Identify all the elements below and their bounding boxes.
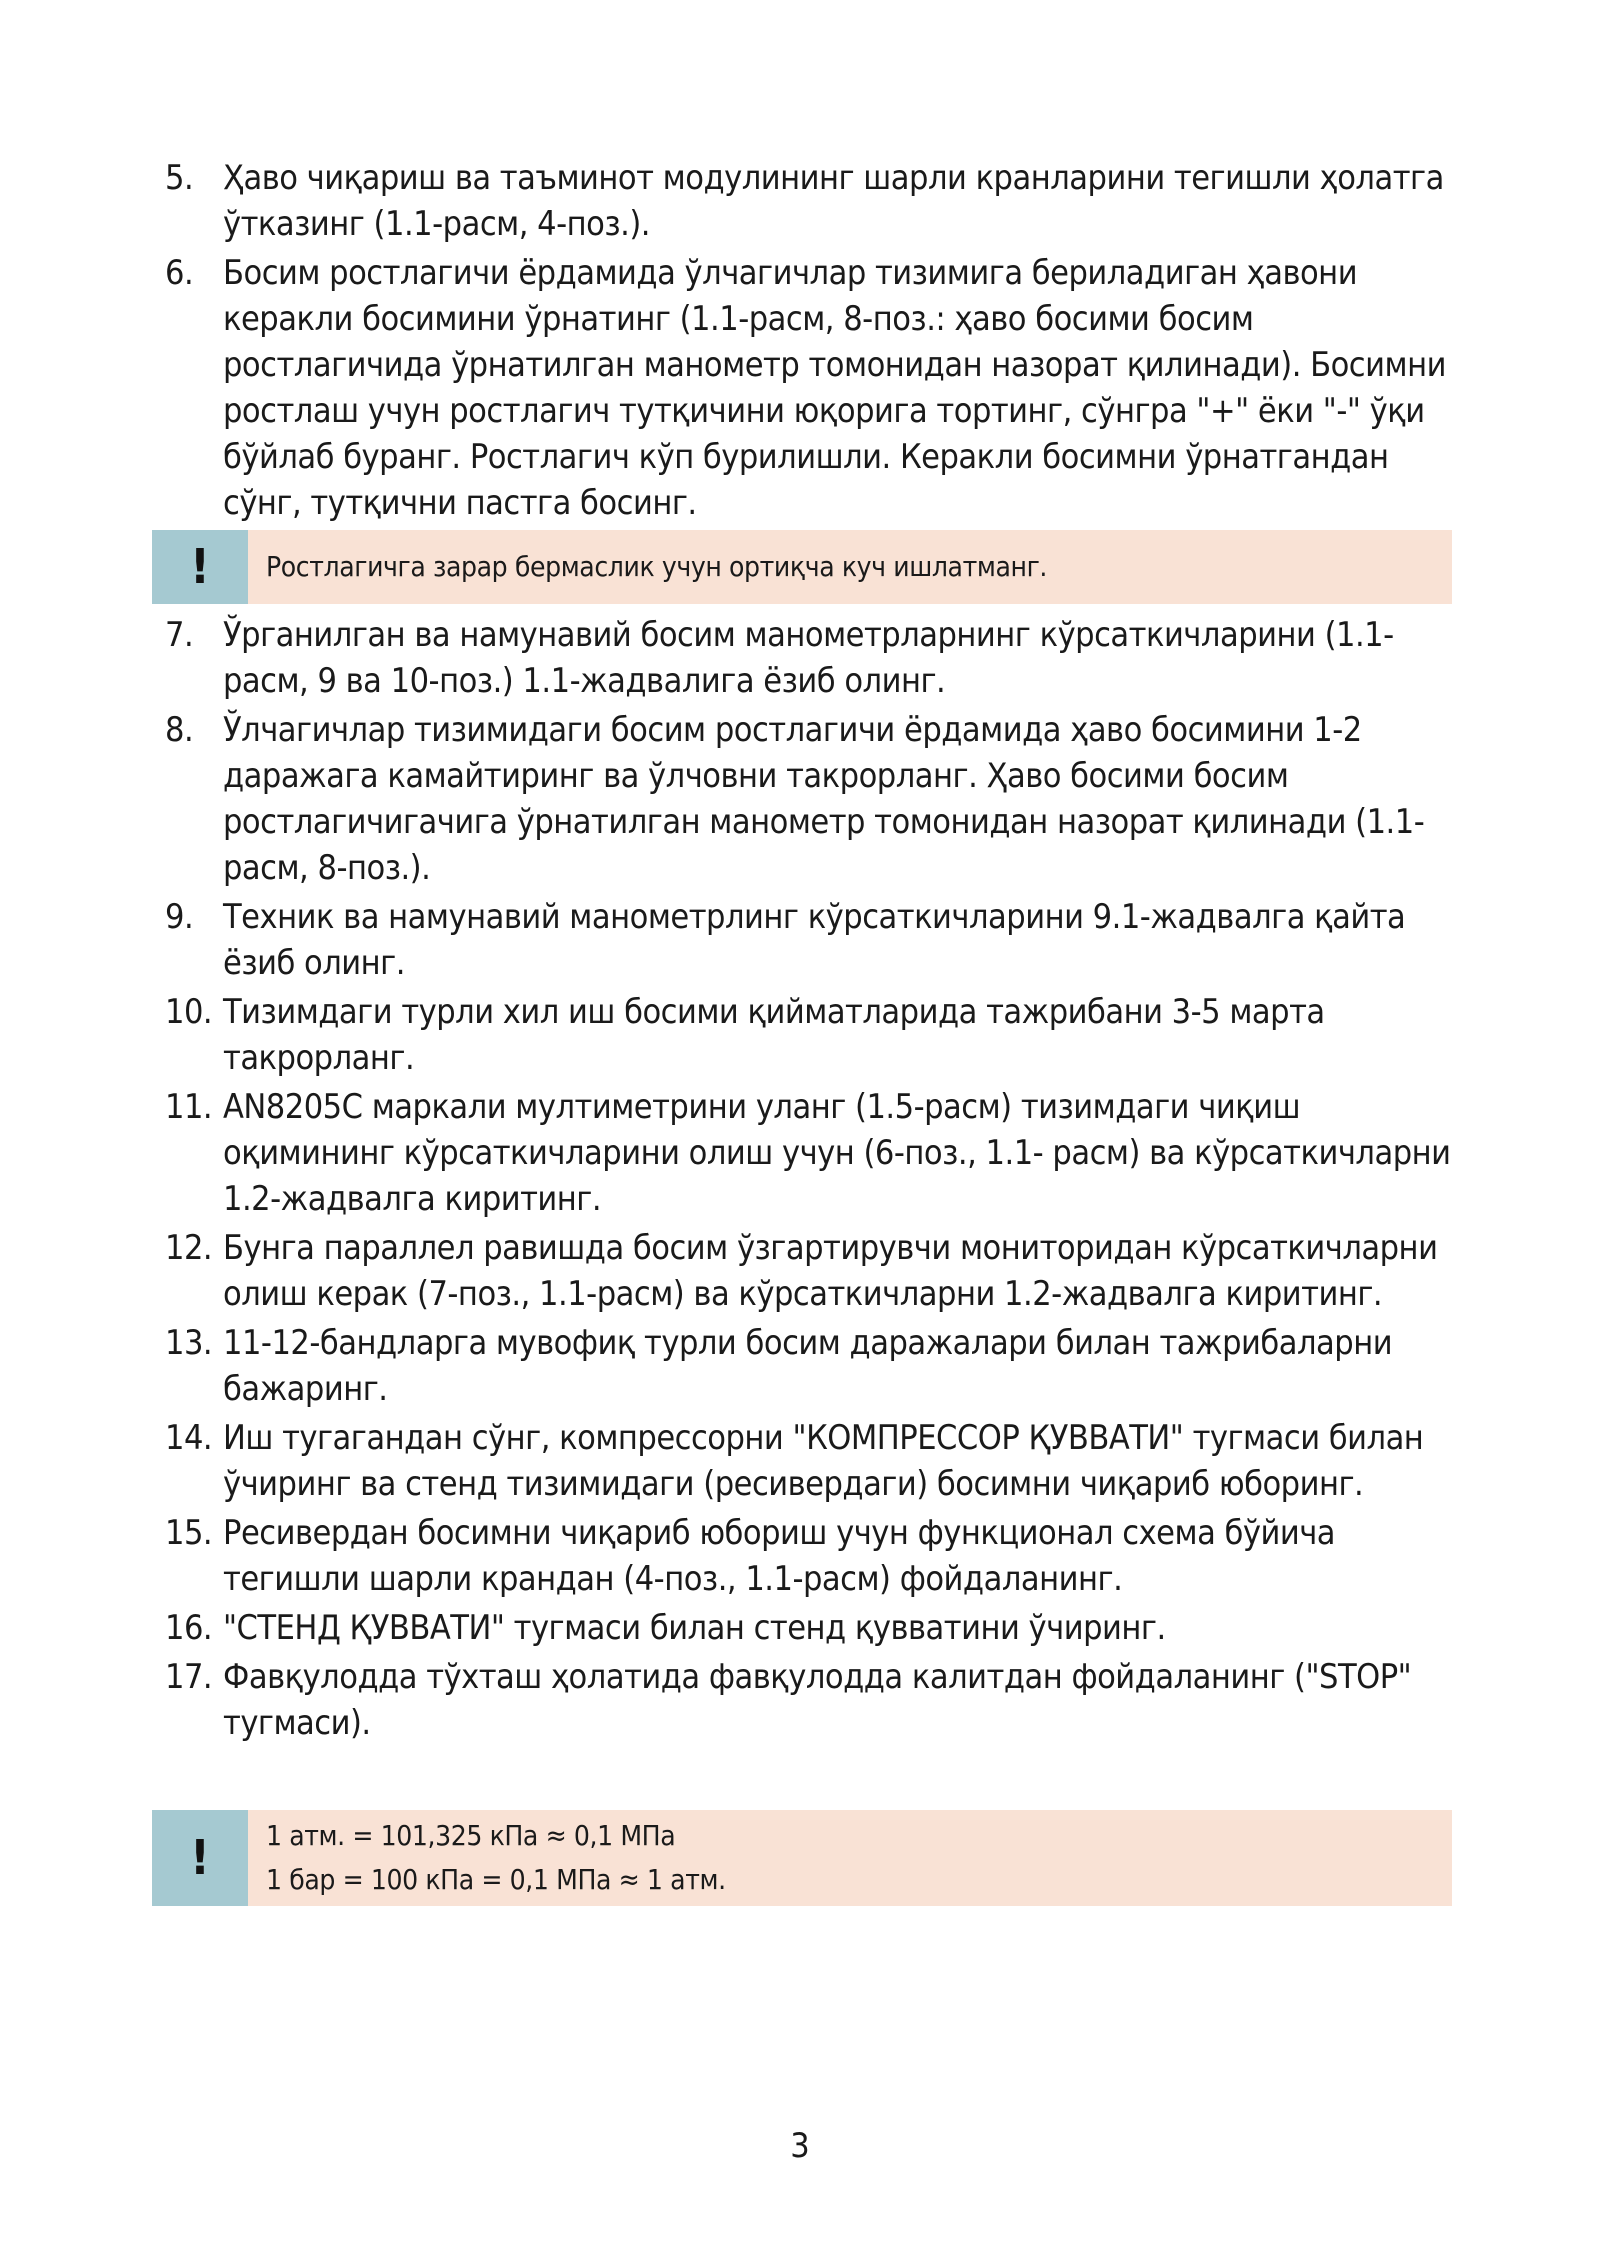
list-item-step-8 xyxy=(165,707,1455,891)
conversion-line-atm: 1 атм. = 101,325 кПа ≈ 0,1 МПа xyxy=(266,1819,676,1852)
step-number: 14. xyxy=(165,1418,213,1458)
list-item-step-9 xyxy=(165,894,1455,986)
list-item-step-11 xyxy=(165,1084,1455,1222)
step-text: 11-12-бандларга мувофиқ турли босим даражалари билан тажрибаларни бажаринг. xyxy=(223,1323,1393,1409)
list-item-step-12 xyxy=(165,1225,1455,1317)
list-item-step-6 xyxy=(165,250,1455,526)
instruction-list-part-1 xyxy=(165,155,1455,529)
page-number: 3 xyxy=(790,2126,810,2166)
info-box-units xyxy=(152,1810,1452,1906)
list-item-step-17 xyxy=(165,1654,1455,1746)
step-number: 6. xyxy=(165,253,194,293)
unit-conversion-text xyxy=(248,1810,1452,1906)
step-number: 10. xyxy=(165,992,213,1032)
step-number: 5. xyxy=(165,158,194,198)
step-text: Ўлчагичлар тизимидаги босим ростлагичи ёрдамида ҳаво босимини 1-2 даражага камайтиринг ва ўлчовни такрорланг. Ҳаво босими босим ростлагичигачига ўрнатилган манометр томонидан назорат қилинади (1.1-расм, 8-поз.). xyxy=(223,710,1425,888)
step-number: 11. xyxy=(165,1087,213,1127)
step-text: Иш тугагандан сўнг, компрессорни "КОМПРЕССОР ҚУВВАТИ" тугмаси билан ўчиринг ва стенд тизимидаги (ресивердаги) босимни чиқариб юборинг. xyxy=(223,1418,1424,1504)
step-text: Ўрганилган ва намунавий босим манометрларнинг кўрсаткичларини (1.1-расм, 9 ва 10-поз.) 1.1-жадвалига ёзиб олинг. xyxy=(223,615,1394,701)
list-item-step-14 xyxy=(165,1415,1455,1507)
step-number: 9. xyxy=(165,897,194,937)
step-number: 7. xyxy=(165,615,194,655)
step-text: Фавқулодда тўхташ ҳолатида фавқулодда калитдан фойдаланинг ("STOP" тугмаси). xyxy=(223,1657,1412,1743)
step-number: 15. xyxy=(165,1513,213,1553)
conversion-line-bar: 1 бар = 100 кПа = 0,1 МПа ≈ 1 атм. xyxy=(266,1863,726,1896)
step-text: "СТЕНД ҚУВВАТИ" тугмаси билан стенд қувватини ўчиринг. xyxy=(223,1608,1166,1648)
exclamation-icon: ! xyxy=(152,1810,248,1906)
list-item-step-7 xyxy=(165,612,1455,704)
step-text: Тизимдаги турли хил иш босими қийматларида тажрибани 3-5 марта такрорланг. xyxy=(223,992,1325,1078)
step-number: 12. xyxy=(165,1228,213,1268)
step-number: 13. xyxy=(165,1323,213,1363)
list-item-step-15 xyxy=(165,1510,1455,1602)
list-item-step-10 xyxy=(165,989,1455,1081)
step-text: AN8205C маркали мултиметрини уланг (1.5-расм) тизимдаги чиқиш оқимининг кўрсаткичларини олиш учун (6-поз., 1.1- расм) ва кўрсаткичларни 1.2-жадвалга киритинг. xyxy=(223,1087,1451,1219)
list-item-step-16 xyxy=(165,1605,1455,1651)
list-item-step-5 xyxy=(165,155,1455,247)
step-text: Техник ва намунавий манометрлинг кўрсаткичларини 9.1-жадвалга қайта ёзиб олинг. xyxy=(223,897,1406,983)
step-number: 8. xyxy=(165,710,194,750)
step-number: 17. xyxy=(165,1657,213,1697)
step-text: Ресивердан босимни чиқариб юбориш учун функционал схема бўйича тегишли шарли крандан (4-поз., 1.1-расм) фойдаланинг. xyxy=(223,1513,1336,1599)
list-item-step-13 xyxy=(165,1320,1455,1412)
instruction-list-part-2 xyxy=(165,612,1455,1749)
exclamation-icon: ! xyxy=(152,530,248,604)
step-text: Бунга параллел равишда босим ўзгартирувчи мониторидан кўрсаткичларни олиш керак (7-поз., 1.1-расм) ва кўрсаткичларни 1.2-жадвалга киритинг. xyxy=(223,1228,1438,1314)
warning-box-regulator xyxy=(152,530,1452,604)
step-text: Босим ростлагичи ёрдамида ўлчагичлар тизимига бериладиган ҳавони керакли босимини ўрнатинг (1.1-расм, 8-поз.: ҳаво босими босим ростлагичида ўрнатилган манометр томонидан назорат қилинади). Босимни ростлаш учун ростлагич тутқичини юқорига тортинг, сўнгра "+" ёки "-" ўқи бўйлаб буранг. Ростлагич кўп бурилишли. Керакли босимни ўрнатгандан сўнг, тутқични пастга босинг. xyxy=(223,253,1446,523)
step-number: 16. xyxy=(165,1608,213,1648)
step-text: Ҳаво чиқариш ва таъминот модулининг шарли кранларини тегишли ҳолатга ўтказинг (1.1-расм, 4-поз.). xyxy=(223,158,1444,244)
warning-text: Ростлагичга зарар бермаслик учун ортиқча куч ишлатманг. xyxy=(248,530,1452,604)
